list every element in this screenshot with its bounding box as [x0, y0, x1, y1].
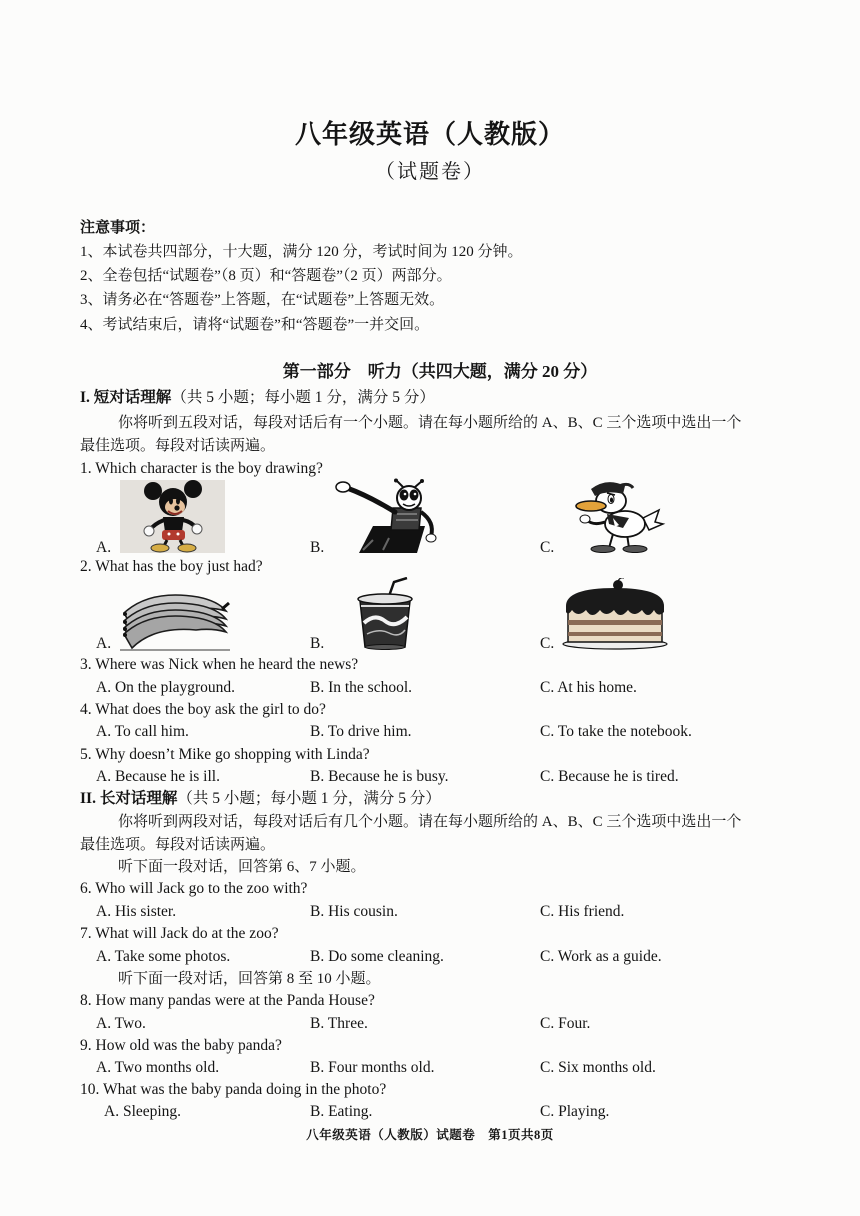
question-9: 9. How old was the baby panda?	[80, 1037, 282, 1054]
question-4: 4. What does the boy ask the girl to do?	[80, 701, 326, 718]
question-3: 3. Where was Nick when he heard the news?	[80, 656, 359, 673]
option-c: C. Playing.	[540, 1103, 610, 1120]
cake-icon	[562, 578, 668, 650]
section-1-heading	[80, 389, 435, 407]
question-6: 6. Who will Jack go to the zoo with?	[80, 880, 308, 897]
section-1-instruction: 最佳选项。每段对话读两遍。	[80, 438, 276, 454]
option-b: B. To drive him.	[310, 723, 412, 740]
page-title: 八年级英语（人教版）	[294, 120, 565, 149]
question-1: 1. Which character is the boy drawing?	[80, 460, 323, 477]
question-8: 8. How many pandas were at the Panda House?	[80, 992, 375, 1009]
option-b: B. Three.	[310, 1015, 368, 1032]
option-b: B. Four months old.	[310, 1059, 435, 1076]
listening-direction: 听下面一段对话，回答第 8 至 10 小题。	[118, 971, 381, 987]
option-c: C. His friend.	[540, 903, 625, 920]
option-b: B. His cousin.	[310, 903, 398, 920]
q1-option-b-label: B.	[310, 539, 325, 556]
q1-option-c-label: C.	[540, 539, 555, 556]
donald-duck-icon	[563, 478, 668, 553]
q2-option-c-label: C.	[540, 635, 555, 652]
q9-options	[0, 1059, 860, 1077]
section-1-title: 短对话理解	[93, 389, 172, 406]
cola-cup-icon	[355, 577, 415, 650]
note-item: 4、考试结束后，请将“试题卷”和“答题卷”一并交回。	[80, 317, 430, 333]
option-b: B. Do some cleaning.	[310, 948, 444, 965]
option-c: C. Four.	[540, 1015, 591, 1032]
option-c: C. Because he is tired.	[540, 768, 679, 785]
note-item: 3、请务必在“答题卷”上答题，在“试题卷”上答题无效。	[80, 292, 445, 308]
option-b: B. Because he is busy.	[310, 768, 449, 785]
section-2-title: 长对话理解	[99, 790, 178, 807]
q2-option-a-label: A.	[96, 635, 112, 652]
option-c: C. To take the notebook.	[540, 723, 692, 740]
option-a: A. To call him.	[96, 723, 189, 740]
listening-direction: 听下面一段对话，回答第 6、7 小题。	[118, 859, 366, 875]
section-2-instruction: 最佳选项。每段对话读两遍。	[80, 837, 276, 853]
q7-options	[0, 948, 860, 966]
question-5: 5. Why doesn’t Mike go shopping with Linda?	[80, 746, 370, 763]
page-subtitle: （试题卷）	[375, 161, 485, 183]
section-2-label: II.	[80, 790, 96, 807]
option-a: A. Take some photos.	[96, 948, 231, 965]
option-b: B. In the school.	[310, 679, 413, 696]
option-b: B. Eating.	[310, 1103, 373, 1120]
option-a: A. Sleeping.	[104, 1103, 182, 1120]
section-1-detail: （共 5 小题；每小题 1 分，满分 5 分）	[171, 389, 435, 406]
section-1-label: I.	[80, 389, 90, 406]
page-footer: 八年级英语（人教版）试题卷 第1页共8页	[306, 1128, 554, 1142]
question-7: 7. What will Jack do at the zoo?	[80, 925, 279, 942]
section-2-detail: （共 5 小题；每小题 1 分，满分 5 分）	[177, 790, 441, 807]
q2-option-b-label: B.	[310, 635, 325, 652]
q8-options	[0, 1015, 860, 1033]
option-c: C. Work as a guide.	[540, 948, 662, 965]
note-item: 1、本试卷共四部分，十大题，满分 120 分，考试时间为 120 分钟。	[80, 244, 523, 260]
section-2-heading	[80, 790, 441, 808]
cartoon-character-icon	[333, 478, 445, 553]
option-a: A. On the playground.	[96, 679, 236, 696]
q10-options	[0, 1103, 860, 1121]
bananas-icon	[120, 583, 230, 651]
q5-options	[0, 768, 860, 786]
note-item: 2、全卷包括“试题卷”（8 页）和“答题卷”（2 页）两部分。	[80, 268, 452, 284]
q3-options	[0, 679, 860, 697]
notes-heading: 注意事项：	[80, 220, 156, 236]
option-a: A. His sister.	[96, 903, 177, 920]
option-a: A. Two months old.	[96, 1059, 220, 1076]
section-1-instruction: 你将听到五段对话，每段对话后有一个小题。请在每小题所给的 A、B、C 三个选项中选出一个	[118, 415, 742, 431]
option-a: A. Two.	[96, 1015, 146, 1032]
question-10: 10. What was the baby panda doing in the photo?	[80, 1081, 387, 1098]
option-a: A. Because he is ill.	[96, 768, 220, 785]
section-2-instruction: 你将听到两段对话，每段对话后有几个小题。请在每小题所给的 A、B、C 三个选项中选出一个	[118, 814, 742, 830]
q4-options	[0, 723, 860, 741]
option-c: C. Six months old.	[540, 1059, 656, 1076]
option-c: C. At his home.	[540, 679, 637, 696]
mickey-mouse-icon	[120, 480, 225, 553]
q6-options	[0, 903, 860, 921]
question-2: 2. What has the boy just had?	[80, 558, 263, 575]
part-1-heading: 第一部分 听力（共四大题，满分 20 分）	[282, 362, 598, 381]
q1-option-a-label: A.	[96, 539, 112, 556]
